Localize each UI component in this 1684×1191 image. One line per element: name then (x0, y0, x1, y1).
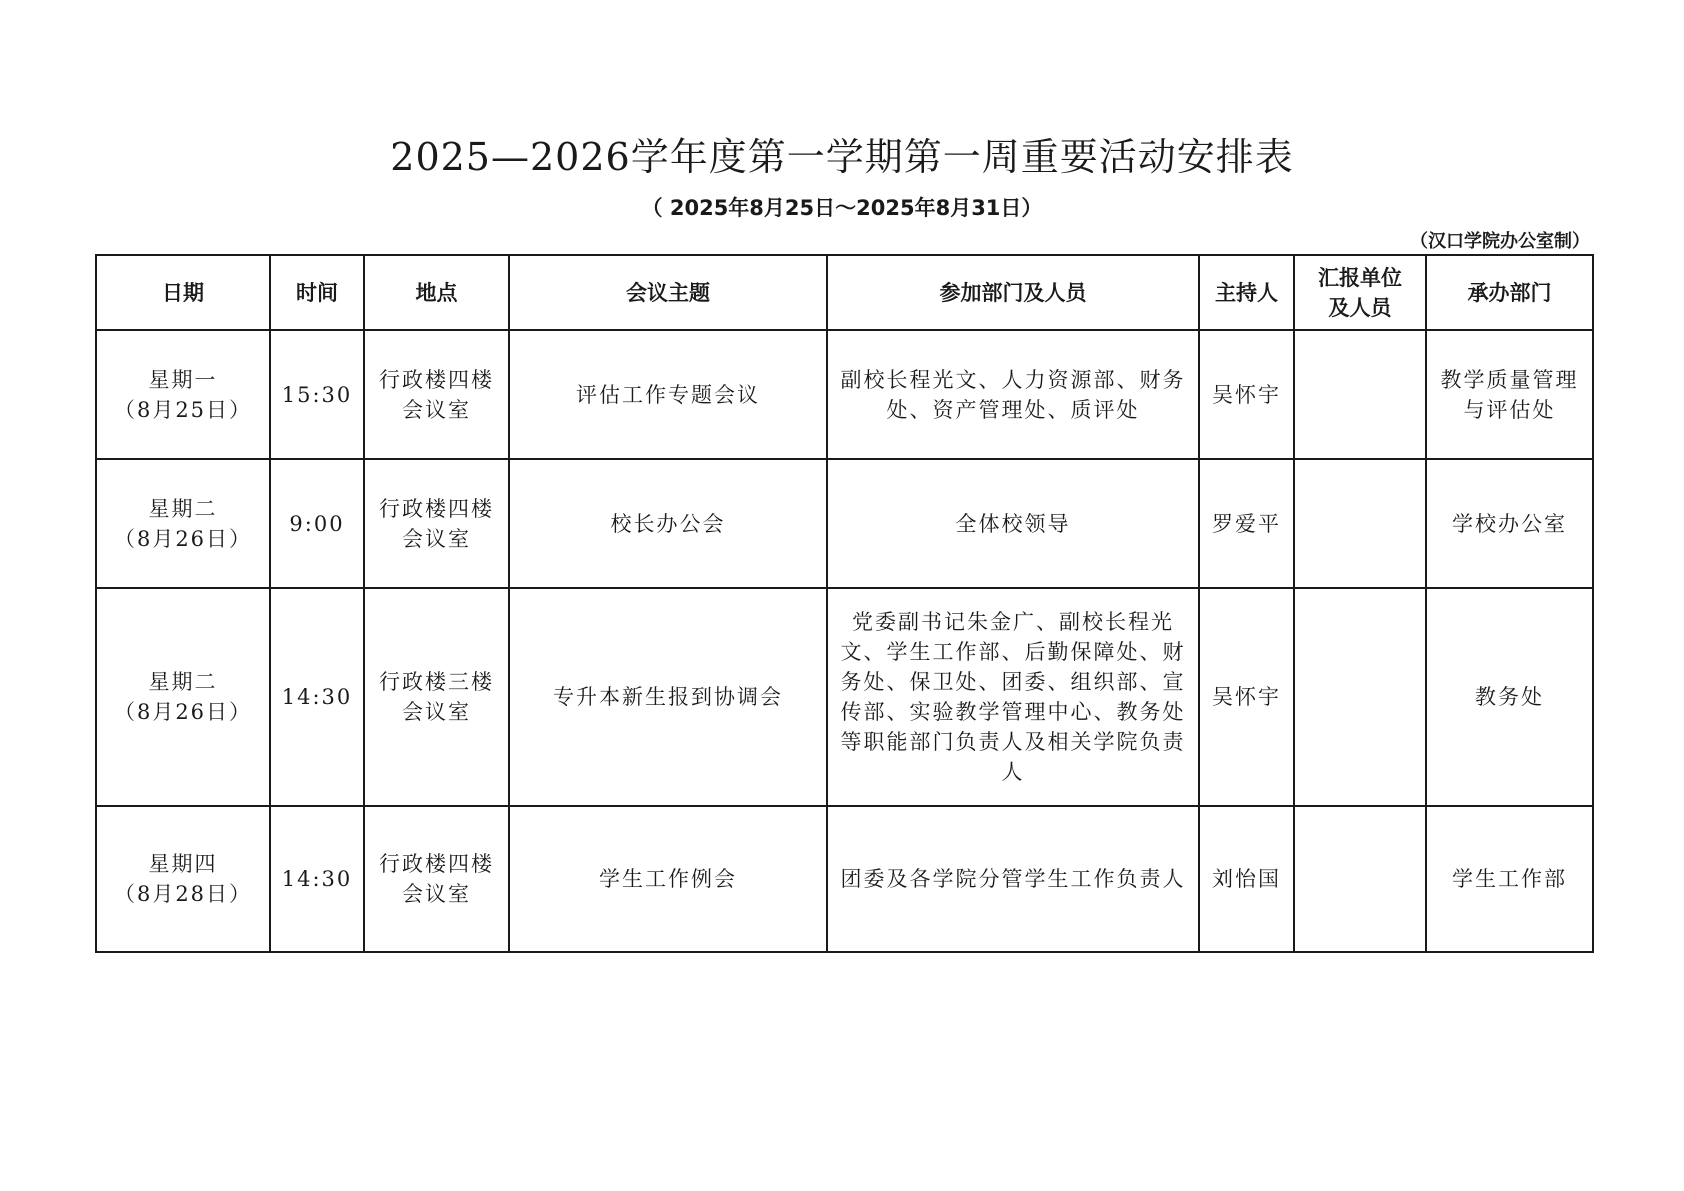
header-time: 时间 (270, 255, 364, 330)
row-reporter (1294, 588, 1426, 806)
row-date: 星期二 （8月26日） (96, 459, 270, 588)
row-reporter (1294, 806, 1426, 952)
header-host: 主持人 (1199, 255, 1294, 330)
schedule-table (95, 254, 1594, 953)
row-time: 9:00 (270, 459, 364, 588)
table-row (96, 588, 1593, 806)
row-location: 行政楼三楼 会议室 (364, 588, 509, 806)
date-range-subtitle: （ 2025年8月25日～2025年8月31日） (641, 196, 1043, 220)
header-organizer: 承办部门 (1426, 255, 1593, 330)
row-date: 星期一 （8月25日） (96, 330, 270, 459)
row-organizer: 教学质量管理 与评估处 (1426, 330, 1593, 459)
row-date: 星期四 （8月28日） (96, 806, 270, 952)
header-location: 地点 (364, 255, 509, 330)
row-host: 吴怀宇 (1199, 330, 1294, 459)
row-topic: 专升本新生报到协调会 (509, 588, 827, 806)
row-reporter (1294, 330, 1426, 459)
table-row (96, 806, 1593, 952)
row-host: 吴怀宇 (1199, 588, 1294, 806)
row-topic: 校长办公会 (509, 459, 827, 588)
row-host: 刘怡国 (1199, 806, 1294, 952)
header-reporter: 汇报单位 及人员 (1294, 255, 1426, 330)
row-topic: 评估工作专题会议 (509, 330, 827, 459)
row-time: 15:30 (270, 330, 364, 459)
row-organizer: 学生工作部 (1426, 806, 1593, 952)
row-organizer: 学校办公室 (1426, 459, 1593, 588)
row-location: 行政楼四楼 会议室 (364, 806, 509, 952)
issuer-label: （汉口学院办公室制） (1410, 231, 1590, 252)
row-attendees: 副校长程光文、人力资源部、财务处、资产管理处、质评处 (827, 330, 1199, 459)
row-reporter (1294, 459, 1426, 588)
row-time: 14:30 (270, 588, 364, 806)
row-topic: 学生工作例会 (509, 806, 827, 952)
header-topic: 会议主题 (509, 255, 827, 330)
row-location: 行政楼四楼 会议室 (364, 330, 509, 459)
page-title: 2025—2026学年度第一学期第一周重要活动安排表 (390, 135, 1294, 179)
row-attendees: 团委及各学院分管学生工作负责人 (827, 806, 1199, 952)
row-attendees: 党委副书记朱金广、副校长程光文、学生工作部、后勤保障处、财务处、保卫处、团委、组织部、宣传部、实验教学管理中心、教务处等职能部门负责人及相关学院负责人 (827, 588, 1199, 806)
row-location: 行政楼四楼 会议室 (364, 459, 509, 588)
table-row (96, 459, 1593, 588)
header-date: 日期 (96, 255, 270, 330)
header-attendees: 参加部门及人员 (827, 255, 1199, 330)
row-date: 星期二 （8月26日） (96, 588, 270, 806)
row-attendees: 全体校领导 (827, 459, 1199, 588)
table-header-row (96, 255, 1593, 330)
row-time: 14:30 (270, 806, 364, 952)
row-organizer: 教务处 (1426, 588, 1593, 806)
row-host: 罗爱平 (1199, 459, 1294, 588)
table-row (96, 330, 1593, 459)
